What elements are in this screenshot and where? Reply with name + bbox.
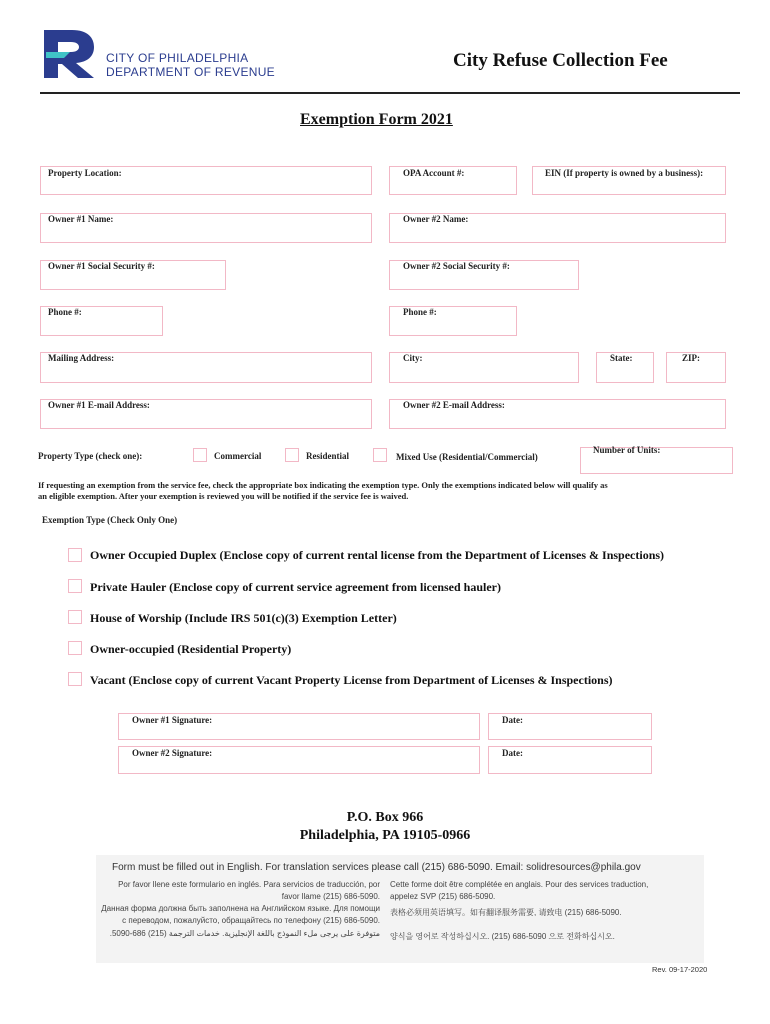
commercial-checkbox[interactable] [193,448,207,462]
revision-date: Rev. 09-17-2020 [652,965,708,974]
residential-label: Residential [306,451,350,461]
date2-label: Date: [502,748,523,758]
translation-spanish-2: favor llame (215) 686-5090. [281,892,380,901]
owner-occupied-checkbox[interactable] [68,641,82,655]
owner1-email-label: Owner #1 E-mail Address: [48,400,150,410]
ein-label: EIN (If property is owned by a business): [545,168,704,178]
property-type-label: Property Type (check one): [38,451,143,461]
exemption-option-duplex: Owner Occupied Duplex (Enclose copy of current rental license from the Department of Licenses & Inspections) [90,548,665,562]
duplex-checkbox[interactable] [68,548,82,562]
owner1-name-label: Owner #1 Name: [48,214,114,224]
owner1-ssn-label: Owner #1 Social Security #: [48,261,155,271]
translation-spanish-1: Por favor llene este formulario en inglés. Para servicios de traducción, por [118,880,380,889]
header-divider [40,92,740,94]
property-location-label: Property Location: [48,168,122,178]
translation-korean: 양식을 영어로 작성하십시오. (215) 686-5090 으로 전화하십시오. [390,932,615,941]
zip-label: ZIP: [682,353,700,363]
private-hauler-checkbox[interactable] [68,579,82,593]
form-subtitle: Exemption Form 2021 [300,111,453,128]
owner2-signature-label: Owner #2 Signature: [132,748,213,758]
translation-chinese: 表格必须用英语填写。如有翻译服务需要, 请致电 (215) 686-5090. [390,908,622,917]
translation-french-2: appelez SVP (215) 686-5090. [390,892,496,901]
phone1-label: Phone #: [48,307,82,317]
exemption-type-label: Exemption Type (Check Only One) [42,515,178,525]
owner2-ssn-label: Owner #2 Social Security #: [403,261,510,271]
vacant-checkbox[interactable] [68,672,82,686]
city-state-zip: Philadelphia, PA 19105-0966 [299,828,471,843]
number-of-units-label: Number of Units: [593,445,661,455]
city-logo [42,28,100,80]
mixed-use-label: Mixed Use (Residential/Commercial) [396,452,538,462]
residential-checkbox[interactable] [285,448,299,462]
translation-english: Form must be filled out in English. For translation services please call (215) 686-5090. Email: solidresources@phila.gov [112,862,641,873]
owner2-name-label: Owner #2 Name: [403,214,469,224]
state-label: State: [610,353,633,363]
opa-account-label: OPA Account #: [403,168,465,178]
page-title: City Refuse Collection Fee [453,50,668,71]
owner1-signature-label: Owner #1 Signature: [132,715,213,725]
translation-french-1: Cette forme doit être complétée en anglais. Pour des services traduction, [390,880,649,889]
owner2-email-label: Owner #2 E-mail Address: [403,400,505,410]
translation-russian-1: Данная форма должна быть заполнена на Английском языке. Для помощи [101,904,380,913]
phone2-label: Phone #: [403,307,437,317]
house-of-worship-checkbox[interactable] [68,610,82,624]
translation-russian-2: с переводом, пожалуйсто, обращайтесь по телефону (215) 686-5090. [122,916,380,925]
city-label: City: [403,353,423,363]
city-logo-mark-icon [42,28,100,80]
translation-arabic: متوفرة على يرجى ملء النموذج باللغة الإنجليزية. خدمات الترجمة (215) 686-5090. [109,929,380,938]
mailing-address-label: Mailing Address: [48,353,115,363]
mixed-use-checkbox[interactable] [373,448,387,462]
instructions-line1: If requesting an exemption from the service fee, check the appropriate box indicating the exemption type. Only the exemptions indicated below will qualify as [38,480,608,490]
exemption-option-house-of-worship: House of Worship (Include IRS 501(c)(3) Exemption Letter) [90,611,397,625]
instructions-line2: an eligible exemption. After your exemption is reviewed you will be notified if the service fee is waived. [38,491,409,501]
exemption-option-owner-occupied: Owner-occupied (Residential Property) [90,642,292,656]
org-line2: DEPARTMENT OF REVENUE [106,65,275,79]
po-box: P.O. Box 966 [346,810,424,825]
commercial-label: Commercial [214,451,262,461]
exemption-option-private-hauler: Private Hauler (Enclose copy of current service agreement from licensed hauler) [90,580,502,594]
exemption-option-vacant: Vacant (Enclose copy of current Vacant Property License from Department of Licenses & Inspections) [90,673,613,687]
org-line1: CITY OF PHILADELPHIA [106,51,249,65]
date1-label: Date: [502,715,523,725]
